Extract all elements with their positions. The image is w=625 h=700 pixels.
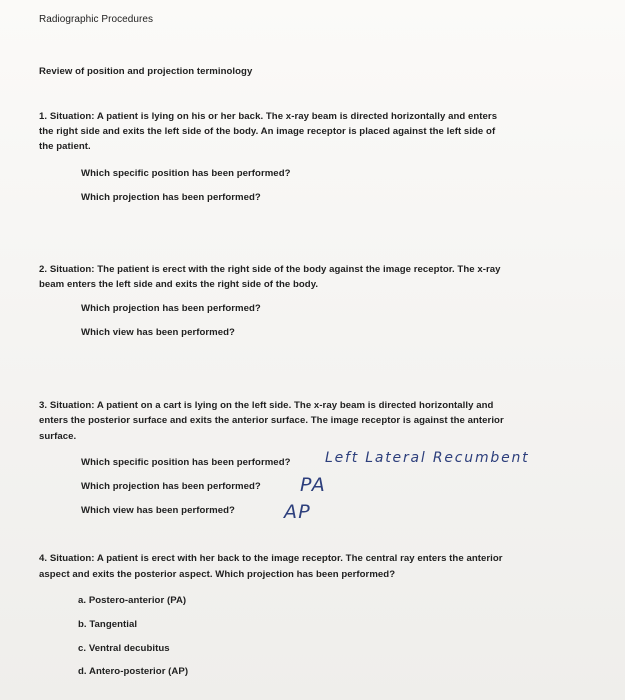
q1-line-1: 1. Situation: A patient is lying on his or her back. The x-ray beam is directed horizontally and enters — [39, 111, 498, 122]
q3-projection-answer: PA — [300, 474, 326, 496]
q4-option-b: b. Tangential — [78, 619, 138, 630]
q1-line-2: the right side and exits the left side of the body. An image receptor is placed against the left side of — [39, 126, 496, 137]
q4-option-c: c. Ventral decubitus — [78, 643, 170, 654]
q3-line-2: enters the posterior surface and exits the anterior surface. The image receptor is against the anterior — [39, 415, 504, 426]
q3-view-prompt: Which view has been performed? — [81, 505, 235, 516]
q4-line-2: aspect and exits the posterior aspect. Which projection has been performed? — [39, 569, 396, 580]
q3-position-answer: Left Lateral Recumbent — [325, 450, 530, 466]
q2-line-1: 2. Situation: The patient is erect with the right side of the body against the image receptor. The x-ray — [39, 264, 501, 275]
course-header: Radiographic Procedures — [39, 14, 153, 25]
q3-projection-prompt: Which projection has been performed? — [81, 481, 261, 492]
q2-projection-prompt: Which projection has been performed? — [81, 303, 261, 314]
q1-line-3: the patient. — [39, 141, 91, 152]
q1-position-prompt: Which specific position has been performed? — [81, 168, 291, 179]
q3-position-prompt: Which specific position has been performed? — [81, 457, 291, 468]
q1-projection-prompt: Which projection has been performed? — [81, 192, 261, 203]
q4-line-1: 4. Situation: A patient is erect with her back to the image receptor. The central ray enters the anterior — [39, 553, 503, 564]
worksheet-title: Review of position and projection terminology — [39, 66, 253, 77]
q4-option-d: d. Antero-posterior (AP) — [78, 666, 189, 677]
q3-line-3: surface. — [39, 431, 77, 442]
q2-line-2: beam enters the left side and exits the right side of the body. — [39, 279, 319, 290]
q3-line-1: 3. Situation: A patient on a cart is lying on the left side. The x-ray beam is directed horizontally and — [39, 400, 494, 411]
q2-view-prompt: Which view has been performed? — [81, 327, 235, 338]
q4-option-a: a. Postero-anterior (PA) — [78, 595, 187, 606]
q3-view-answer: AP — [284, 501, 311, 523]
